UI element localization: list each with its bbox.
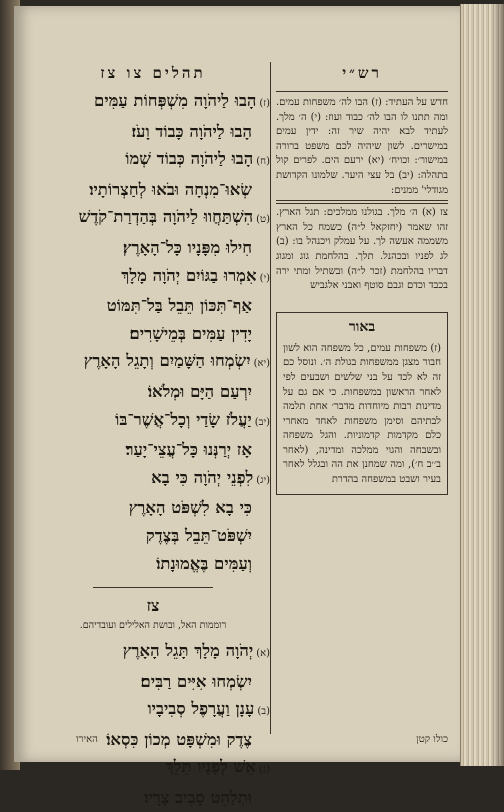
running-head: תהלים צו צז xyxy=(100,64,206,82)
verse-text: יִשְׂמְחוּ אִיִּים רַבִּים׃ xyxy=(140,671,252,691)
verse-line xyxy=(36,347,270,378)
verse-line xyxy=(36,726,270,754)
biur-text: (ז) משפחות עמים, כל משפחה הוא לשון חבור מצגן ממשפחות בגולת ה׳. ונוסל כם זה לא לכד על בני שלשים ושבעים לפי לאחר הראשון במשפחות. כי אם גם על מדינות רבות מיוחדות מדבר׳ אחת תלמה לבתיהם וסימן משפחות לאחד מאחרי כלם מקדמות קדמוניות. והגל משפחה ובשבחה והגוי ממלכה ומדינה, (לאחר ב׳׳ב ח׳), ומה שמחנן את הה ובגלל לאחר בעיר ושבט במשפחה בהדרת xyxy=(283,342,441,486)
verse-text: צֶדֶק וּמִשְׁפָּט מְכוֹן כִּסְאוֹ׃ xyxy=(106,729,252,749)
verse-number: (ט) xyxy=(256,214,270,226)
verse-line xyxy=(36,406,270,437)
verse-line xyxy=(36,464,270,495)
psalm-96-verses xyxy=(36,87,270,577)
verse-text: יָדִין עַמִּים בְּמֵישָׁרִים׃ xyxy=(129,323,252,343)
verse-number: (ב) xyxy=(257,706,270,718)
verse-text: אֵשׁ לְפָנָיו תֵּלֵךְ xyxy=(165,757,256,777)
verse-number: (ז) xyxy=(259,98,270,109)
verse-text: וְעַמִּים בֶּאֱמוּנָתוֹ׃ xyxy=(156,553,252,573)
verse-number: (א) xyxy=(256,648,270,660)
verse-line xyxy=(36,494,270,522)
verse-number: (יג) xyxy=(256,474,270,486)
verse-text: אַף־תִּכּוֹן תֵּבֵל בַּל־תִּמּוֹט xyxy=(106,296,252,316)
verse-text: חִילוּ מִפָּנָיו כָּל־הָאָרֶץ׃ xyxy=(122,237,252,257)
rashi-rule-mid-2 xyxy=(276,203,448,204)
verse-text: עָנָן וַעֲרָפֶל סְבִיבָיו xyxy=(147,699,255,719)
verse-number: (יב) xyxy=(254,416,270,428)
verse-line xyxy=(36,436,270,464)
page-stack-edge xyxy=(460,4,504,766)
verse-line xyxy=(36,234,270,262)
psalm-97-verses xyxy=(36,637,270,812)
verse-text: אִמְרוּ בַגּוֹיִם יְהֹוָה מָלָךְ xyxy=(121,265,257,285)
psalm-separator xyxy=(93,587,213,588)
psalm-column xyxy=(36,58,270,812)
psalm-number: צז xyxy=(146,596,160,616)
verse-text: יִשְׁפֹּט־תֵּבֵל בְּצֶדֶק xyxy=(145,525,252,545)
verse-line xyxy=(36,87,270,118)
rashi-rule xyxy=(276,91,448,92)
verse-text: הָבוּ לַיהֹוָה מִשְׁפְּחוֹת עַמִּים xyxy=(94,91,257,110)
verse-text: אָז יְרַנְּנוּ כָּל־עֲצֵי־יָעַר׃ xyxy=(125,440,252,460)
rashi-text-2: צז (א) ה׳ מלך. בגולנו ממלכים: תגל הארץ. זהו שאמר (יחזקאל ל״ה) כשמח כל הארץ משממה אעשה לך. על עמלק ויכנהל בו: (ב) לג לפניו ובכהנל. תלך. בהלחמת גוג ומגוג דבריו בהלחמת (זכר ל״ה) ובשתיל ומתי ירה בכבד וכדם וגבם סוטף ואבני אלגביש xyxy=(276,207,448,292)
verse-text: כִּי בָא לִשְׁפֹּט הָאָרֶץ xyxy=(128,498,252,518)
verse-line xyxy=(36,784,270,812)
verse-line xyxy=(36,320,270,348)
verse-line xyxy=(36,522,270,550)
verse-number: (ג) xyxy=(258,764,270,776)
signature-mark: כולו קטן xyxy=(416,734,448,745)
verse-number: (יא) xyxy=(253,358,270,370)
catchword: האירו xyxy=(76,734,98,745)
verse-line xyxy=(36,637,270,668)
verse-line xyxy=(36,145,270,176)
verse-line xyxy=(36,118,270,146)
biur-title: באור xyxy=(348,318,376,335)
biur-box xyxy=(276,312,448,495)
verse-text: וּתְלַהֵט סָבִיב צָרָיו׃ xyxy=(144,788,252,808)
verse-text: הָבוּ לַיהֹוָה כָּבוֹד וָעֹז׃ xyxy=(131,121,252,141)
verse-line xyxy=(36,550,270,578)
rashi-title: רש״י xyxy=(342,64,382,82)
verse-text: יִשְׂמְחוּ הַשָּׁמַיִם וְתָגֵל הָאָרֶץ xyxy=(83,351,251,371)
verse-text: הָבוּ לַיהֹוָה כְּבוֹד שְׁמוֹ xyxy=(125,149,254,169)
verse-line xyxy=(36,753,270,784)
verse-line xyxy=(36,378,270,406)
verse-text: שְׂאוּ־מִנְחָה וּבֹאוּ לְחַצְרוֹתָיו׃ xyxy=(89,179,252,199)
psalm-superscript: רוממות האל, ובושת האלילים ועובדיהם. xyxy=(79,620,227,632)
verse-line xyxy=(36,695,270,726)
rashi-text-1: חדש על העתיד: (ז) הבו לה׳ משפחות עמים. ומה תתנו לו הבו לה׳ כבוד ועוז: (י) ה׳ מלך. לעתיד לבא יהיה שיר זה: ידין עמים במישרים. לשון שיהיה לכם משפט ברורה במישור׳: וכויח׳ (יא) ירעם הים. לפרים קול בתהלה: (יב) בל עצי היער. שלמונו הקדושת מגודלי' ממנים: xyxy=(276,97,448,196)
verse-text: יְהֹוָה מָלָךְ תָּגֵל הָאָרֶץ xyxy=(122,641,254,661)
verse-text: יִרְעַם הַיָּם וּמְלֹאוֹ׃ xyxy=(147,381,252,401)
verse-line xyxy=(36,262,270,293)
verse-line xyxy=(36,292,270,320)
verse-line xyxy=(36,203,270,234)
verse-line xyxy=(36,176,270,204)
verse-text: לִפְנֵי יְהֹוָה כִּי בָא xyxy=(151,467,254,487)
commentary-column xyxy=(276,58,448,495)
verse-number: (ח) xyxy=(256,156,270,168)
rashi-rule-mid-1 xyxy=(276,200,448,201)
verse-number: (י) xyxy=(259,272,270,284)
verse-text: הִשְׁתַּחֲווּ לַיהֹוָה בְּהַדְרַת־קֹדֶשׁ xyxy=(78,207,254,227)
verse-text: יַעֲלֹז שָׂדַי וְכָל־אֲשֶׁר־בּוֹ xyxy=(115,409,252,429)
column-divider xyxy=(270,62,271,734)
verse-line xyxy=(36,668,270,696)
